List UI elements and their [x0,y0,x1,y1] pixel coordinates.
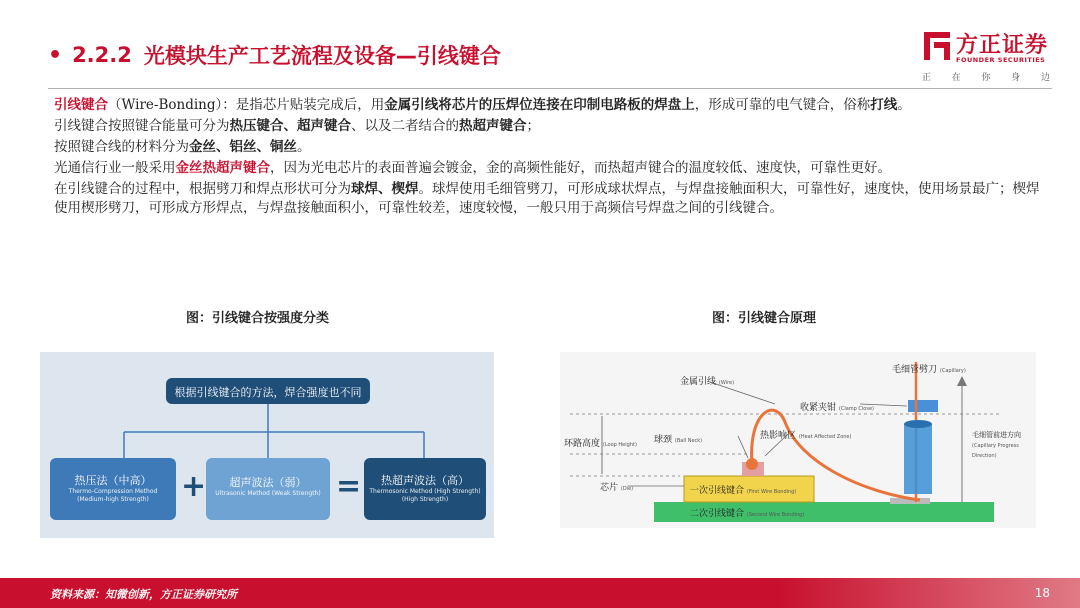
logo-name-cn: 方正证券 [956,33,1049,58]
method-header-text: 根据引线键合的方法，焊合强度也不同 [174,386,362,399]
text-span: 引线键合按照键合能量可分为 [54,118,230,134]
text-span: ； [526,118,540,134]
text-span: 在引线键合的过程中，根据劈刀和焊点形状可分为 [54,181,351,197]
text-span: 、 [378,181,392,197]
label-en: (Wire) [718,380,735,386]
paragraph-definition [54,96,1044,115]
key-phrase: 金丝 [189,139,216,155]
label-chip [600,480,633,493]
label-en: (Loop Height) [602,442,637,448]
key-phrase: 球焊 [351,181,378,197]
label-cn: 二次引线键合 [690,509,745,519]
term-wire-bonding: 引线键合 [54,97,108,113]
bonding-strength-diagram [40,352,494,538]
label-en: (Clamp Close) [838,406,874,412]
box-label-en: (High Strength) [401,496,449,503]
thermo-compression-box [50,458,176,520]
text-span: 、 [216,139,230,155]
slogan-char: 边 [1040,73,1050,83]
label-capillary [892,362,966,375]
title-bullet: • [48,42,63,68]
label-en: (Die) [620,486,634,492]
founder-securities-logo [922,28,1050,84]
paragraph-wire-materials [54,138,1044,157]
equals-sign: = [336,469,362,504]
text-span: ，形成可靠的电气键合，俗称 [694,97,871,113]
label-cn: 收紧夹钳 [800,403,837,413]
text-span: ，因为光电芯片的表面普遍会镀金，金的高频性能好，而热超声键合的温度较低、速度快，可靠性更好。 [270,160,891,176]
label-ball-neck [654,432,702,445]
label-en: (Ball Neck) [674,438,703,444]
wire-bonding-principle-diagram [560,352,1036,528]
label-first-bond [690,483,796,496]
label-direction [972,430,1032,460]
slogan-char: 身 [1011,73,1021,83]
label-cn: 一次引线键合 [690,486,745,496]
box-label-en: Thermosonic Method (High Strength) [369,488,481,495]
logo-mark-icon [922,30,952,62]
key-phrase: 铜丝 [270,139,297,155]
footer-bar [0,578,1080,608]
label-en: (Second Wire Bonding) [746,512,805,518]
label-en: (Capillary Progress Direction) [972,443,1019,459]
text-span: 。 [297,139,311,155]
label-haz [760,428,851,441]
key-phrase: 超声键合 [297,118,351,134]
section-number: 2.2.2 [72,43,132,67]
label-cn: 毛细管劈刀 [892,365,938,375]
label-en: (Heat Affected Zone) [798,434,852,440]
logo-slogan [922,70,1050,83]
ultrasonic-box [206,458,330,520]
label-en: (Capillary) [939,368,966,374]
box-label-en: Thermo-Compression Method [68,488,158,495]
figure1-caption: 图：引线键合按强度分类 [186,311,330,326]
slogan-char: 正 [922,73,932,83]
key-phrase-red: 金丝热超声键合 [175,160,270,176]
key-phrase: 楔焊 [391,181,419,197]
label-en: (First Wire Bonding) [746,489,797,495]
key-phrase: 铝丝 [229,139,257,155]
header-divider [48,88,1052,89]
box-label-cn: 热超声波法（高） [381,474,469,487]
paragraph-ball-wedge [54,180,1044,218]
key-phrase: 热超声键合 [459,118,527,134]
page-title [48,40,501,70]
box-label-cn: 超声波法（弱） [229,476,307,489]
text-span: 。 [897,97,911,113]
label-wire [680,374,734,387]
box-label-en: (Medium-high Strength) [77,496,149,503]
slogan-char: 在 [951,73,961,83]
key-phrase: 热压键合 [229,118,284,134]
text-span: 。球焊使用毛细管劈刀，可形成球状焊点，与焊盘接触面积大，可靠性好，速度快，使用场景最广；楔焊使用楔形劈刀，可形成方形焊点，与焊盘接触面积小，可靠性较差，速度较慢，一般只用于高频信号焊盘之间的引线键合。 [54,181,1040,216]
thermosonic-box [364,458,486,520]
paragraph-energy-types [54,117,1044,136]
label-loop-height [564,436,637,449]
section-title: 光模块生产工艺流程及设备—引线键合 [143,44,501,68]
label-cn: 球颈 [654,435,673,445]
text-span: 、以及二者结合的 [351,118,459,134]
body-text [54,96,1044,220]
text-span: 、 [256,139,270,155]
source-note: 资料来源：知微创新，方正证券研究所 [50,588,237,601]
label-second-bond [690,506,804,519]
box-label-cn: 热压法（中高） [74,474,152,487]
plus-sign: + [181,469,207,504]
text-span: 光通信行业一般采用 [54,160,176,176]
text-span: 、 [283,118,297,134]
key-phrase: 打线 [870,97,898,113]
text-span: （Wire-Bonding）：是指芯片贴装完成后，用 [108,97,385,113]
method-header-box [166,378,370,404]
box-label-en: Ultrasonic Method (Weak Strength) [215,490,321,497]
label-cn: 芯片 [600,483,619,493]
figure2-caption: 图：引线键合原理 [712,311,817,326]
label-cn: 金属引线 [680,377,717,387]
logo-name-en: FOUNDER SECURITIES [956,56,1046,64]
label-clamp [800,400,874,413]
label-cn: 环路高度 [564,439,601,449]
label-cn: 毛细管前进方向 [972,431,1021,439]
page-number: 18 [1034,586,1050,600]
slogan-char: 你 [981,73,991,83]
label-cn: 热影响区 [760,431,797,441]
text-span: 按照键合线的材料分为 [54,139,189,155]
key-phrase: 金属引线将芯片的压焊位连接在印制电路板的焊盘上 [384,97,695,113]
paragraph-industry-usage [54,159,1044,178]
